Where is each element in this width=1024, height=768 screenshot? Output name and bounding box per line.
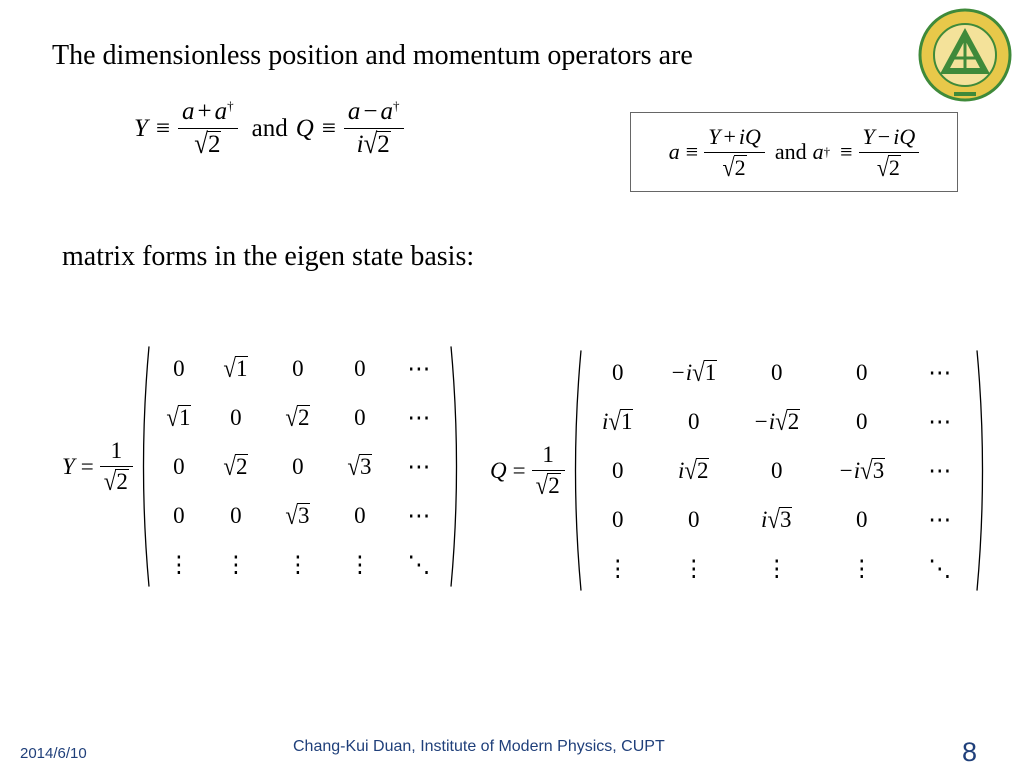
a-dagger-symbol: a — [812, 139, 824, 164]
matrix-cell: √1 — [223, 353, 248, 383]
matrix-cell: −i√2 — [753, 406, 800, 436]
university-emblem-icon — [918, 8, 1012, 102]
matrix-cell: ⋮ — [224, 551, 248, 577]
y-fraction — [178, 98, 238, 159]
matrix-cell: ⋮ — [348, 551, 372, 577]
matrix-cell: 0 — [354, 355, 366, 381]
page-number: 8 — [962, 737, 978, 767]
matrix-cell: ⋮ — [286, 551, 310, 577]
matrix-cell: 0 — [230, 502, 242, 528]
matrix-cell: ⋮ — [850, 555, 874, 581]
y-denominator: √2 — [194, 128, 221, 160]
q-matrix-symbol: Q — [490, 457, 507, 483]
matrix-cell: ⋯ — [407, 502, 431, 528]
matrix-row — [153, 442, 447, 491]
equiv-sign: ≡ — [685, 139, 699, 164]
slide-subheading: matrix forms in the eigen state basis: — [62, 241, 475, 272]
matrix-cell: √3 — [285, 500, 310, 530]
matrix-cell: −i√3 — [838, 455, 885, 485]
matrix-cell: 0 — [230, 404, 242, 430]
matrix-cell: 0 — [855, 359, 868, 385]
matrix-row — [153, 540, 447, 589]
matrix-cell: 0 — [687, 506, 700, 532]
q-prefactor: $\frac{1}{√2}$ — [532, 442, 565, 499]
matrix-cell: ⋯ — [407, 404, 431, 430]
q-numerator: a − a† — [344, 98, 404, 129]
matrix-cell: ⋮ — [682, 555, 706, 581]
matrix-row — [153, 393, 447, 442]
matrix-cell: ⋯ — [928, 457, 952, 483]
matrix-cell: i√2 — [677, 455, 709, 485]
matrix-cell: 0 — [855, 506, 868, 532]
matrix-cell: 0 — [173, 453, 185, 479]
matrix-cell: i√1 — [601, 406, 633, 436]
ladder-operator-box: a ≡ $\frac{Y + iQ}{√2}$ and a † ≡ $\frac{Y - iQ}{√2}$ — [630, 112, 958, 192]
equiv-sign: ≡ — [840, 139, 853, 164]
matrix-cell: ⋯ — [407, 453, 431, 479]
matrix-cell: √2 — [223, 451, 248, 481]
matrix-cell: 0 — [770, 457, 783, 483]
left-paren — [137, 344, 151, 589]
footer-author: Chang-Kui Duan, Institute of Modern Physics, CUPT — [293, 738, 665, 755]
and-word: and — [251, 114, 288, 142]
matrix-cell: ⋮ — [765, 555, 789, 581]
matrix-cell: 0 — [292, 453, 304, 479]
matrix-cell: 0 — [687, 408, 700, 434]
matrix-row — [153, 491, 447, 540]
y-symbol: Y — [134, 114, 148, 142]
matrix-row — [585, 446, 973, 495]
matrix-cell: 0 — [173, 355, 185, 381]
right-paren — [449, 344, 463, 589]
matrix-cell: −i√1 — [670, 357, 717, 387]
matrix-cell: ⋯ — [928, 359, 952, 385]
y-matrix-equation — [62, 344, 463, 589]
matrix-cell: 0 — [354, 404, 366, 430]
matrix-row — [153, 344, 447, 393]
matrix-cell: √2 — [285, 402, 310, 432]
q-denominator: i√2 — [356, 128, 390, 160]
matrix-cell: 0 — [173, 502, 185, 528]
y-matrix-symbol: Y — [62, 453, 75, 479]
equals-sign: = — [512, 457, 526, 483]
matrix-cell: ⋱ — [407, 551, 431, 577]
matrix-row — [585, 544, 973, 593]
left-paren — [569, 348, 583, 593]
q-matrix-equation — [490, 348, 989, 593]
q-matrix — [569, 348, 989, 593]
y-prefactor: $\frac{1}{√2}$ — [100, 438, 133, 495]
matrix-cell: 0 — [292, 355, 304, 381]
yq-definitions — [134, 98, 404, 159]
a-dagger-fraction: $\frac{Y - iQ}{√2}$ — [859, 124, 920, 181]
a-fraction: $\frac{Y + iQ}{√2}$ — [704, 124, 765, 181]
y-matrix — [137, 344, 463, 589]
equals-sign: = — [80, 453, 94, 479]
matrix-cell: ⋯ — [407, 355, 431, 381]
a-symbol: a — [668, 139, 680, 164]
slide-heading: The dimensionless position and momentum operators are — [52, 40, 693, 71]
matrix-cell: √3 — [347, 451, 372, 481]
matrix-row — [585, 495, 973, 544]
matrix-cell: √1 — [166, 402, 191, 432]
q-symbol: Q — [295, 114, 314, 142]
q-fraction — [344, 98, 404, 159]
matrix-cell: ⋱ — [928, 555, 952, 581]
footer-date: 2014/6/10 — [20, 745, 87, 762]
matrix-cell: ⋯ — [928, 506, 952, 532]
matrix-cell: 0 — [611, 359, 624, 385]
matrix-cell: 0 — [611, 506, 624, 532]
q-matrix-table — [585, 348, 973, 593]
matrix-cell: 0 — [770, 359, 783, 385]
matrix-cell: ⋯ — [928, 408, 952, 434]
y-matrix-table — [153, 344, 447, 589]
equiv-sign: ≡ — [321, 114, 336, 142]
matrix-cell: ⋮ — [167, 551, 191, 577]
right-paren — [975, 348, 989, 593]
matrix-cell: 0 — [611, 457, 624, 483]
matrix-cell: ⋮ — [606, 555, 630, 581]
matrix-row — [585, 397, 973, 446]
matrix-cell: 0 — [354, 502, 366, 528]
matrix-cell: 0 — [855, 408, 868, 434]
and-word: and — [774, 139, 807, 164]
matrix-cell: i√3 — [760, 504, 792, 534]
y-numerator: a + a† — [178, 98, 238, 129]
matrix-row — [585, 348, 973, 397]
equiv-sign: ≡ — [155, 114, 171, 142]
